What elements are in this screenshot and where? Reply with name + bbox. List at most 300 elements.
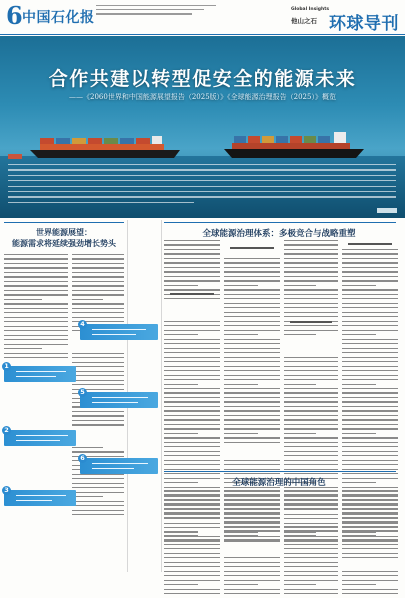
section-subtitle-en: Global Insights: [291, 7, 330, 12]
text-line: [342, 388, 398, 389]
text-line: [164, 499, 220, 500]
text-line: [164, 343, 220, 344]
text-line: [224, 557, 280, 558]
text-line: [164, 503, 220, 504]
text-line: [72, 303, 124, 304]
text-line: [164, 280, 220, 281]
text-line: [164, 437, 220, 438]
text-line: [284, 469, 338, 470]
text-line: [4, 339, 68, 340]
text-line: [284, 437, 338, 438]
text-line: [164, 410, 220, 411]
text-line: [284, 307, 338, 308]
text-line: [342, 460, 398, 461]
text-line: [72, 294, 124, 295]
text-line: [164, 593, 220, 594]
text-line: [224, 593, 280, 594]
article-area: [0, 220, 405, 572]
text-line: [4, 299, 42, 300]
text-line: [164, 494, 220, 495]
text-line: [164, 348, 220, 349]
text-line: [164, 271, 220, 272]
article-title-line: 能源需求将延续强劲增长势头: [12, 238, 116, 248]
text-line: [72, 380, 124, 381]
text-line: [72, 366, 124, 367]
text-line: [342, 535, 376, 536]
text-line: [224, 276, 280, 277]
text-line: [224, 460, 280, 461]
text-line: [284, 397, 338, 398]
text-line: [224, 267, 280, 268]
text-line: [224, 289, 280, 290]
text-line: [224, 589, 280, 590]
text-line: [342, 379, 398, 380]
text-line: [342, 312, 398, 313]
article-title: 全球能源治理的中国角色: [232, 478, 326, 488]
text-line: [342, 464, 398, 465]
text-line: [224, 428, 280, 429]
text-line: [164, 267, 220, 268]
article-body: [164, 490, 220, 598]
text-line: [284, 544, 338, 545]
text-line: [284, 460, 338, 461]
text-line: [224, 580, 280, 581]
text-line: [342, 544, 398, 545]
text-line: [4, 326, 68, 327]
text-line: [342, 584, 376, 585]
text-line: [284, 410, 338, 411]
text-line: [342, 428, 398, 429]
text-line: [284, 253, 338, 254]
text-line: [342, 366, 398, 367]
text-line: [164, 517, 220, 518]
text-line: [164, 535, 198, 536]
text-line: [284, 357, 338, 358]
text-line: [4, 348, 42, 349]
text-line: [342, 499, 398, 500]
text-line: [72, 447, 103, 448]
text-line: [342, 303, 398, 304]
text-line: [342, 539, 398, 540]
text-line: [224, 406, 280, 407]
text-line: [342, 451, 398, 452]
headline: 合作共建以转型促安全的能源未来: [48, 68, 357, 90]
text-line: [72, 281, 124, 282]
text-line: [284, 375, 338, 376]
text-line: [164, 285, 198, 286]
text-line: [72, 411, 124, 412]
text-line: [342, 433, 376, 434]
article-body: [342, 490, 398, 598]
text-line: [284, 451, 338, 452]
text-line: [342, 589, 398, 590]
text-line: [224, 410, 280, 411]
text-line: [342, 512, 398, 513]
text-line: [72, 312, 124, 313]
text-line: [224, 464, 280, 465]
text-line: [284, 249, 338, 250]
title-rule: [164, 222, 396, 223]
callout-box: [4, 430, 76, 446]
text-line: [164, 325, 220, 326]
text-line: [4, 317, 68, 318]
text-line: [342, 469, 398, 470]
text-line: [224, 316, 280, 317]
text-line: [342, 280, 398, 281]
text-line: [72, 496, 103, 497]
text-line: [72, 258, 124, 259]
text-line: [164, 415, 220, 416]
column-divider: [161, 220, 162, 572]
text-line: [164, 384, 198, 385]
text-line: [284, 494, 338, 495]
text-line: [224, 330, 280, 331]
intro-label: [8, 154, 22, 159]
text-line: [342, 334, 376, 335]
text-line: [164, 401, 220, 402]
text-line: [72, 276, 124, 277]
text-line: [164, 388, 220, 389]
text-line: [164, 455, 220, 456]
text-line: [284, 384, 316, 385]
section-title: 环球导刊: [329, 14, 399, 34]
text-line: [224, 437, 280, 438]
text-line: [164, 357, 220, 358]
article-body: [224, 490, 280, 598]
text-line: [164, 508, 220, 509]
text-line: [4, 303, 68, 304]
text-line: [4, 294, 68, 295]
text-line: [4, 353, 68, 354]
text-line: [164, 575, 220, 576]
text-line: [72, 267, 124, 268]
text-line: [224, 366, 280, 367]
callout-number: 2: [2, 426, 11, 435]
text-line: [224, 392, 280, 393]
text-line: [224, 388, 280, 389]
text-line: [164, 379, 220, 380]
text-line: [342, 276, 398, 277]
text-line: [284, 548, 338, 549]
text-line: [284, 593, 338, 594]
text-line: [284, 580, 338, 581]
text-line: [284, 312, 338, 313]
text-line: [224, 361, 280, 362]
text-line: [284, 530, 338, 531]
text-line: [164, 562, 220, 563]
text-line: [4, 330, 68, 331]
text-line: [284, 464, 338, 465]
lead-paragraph: [8, 164, 396, 208]
text-line: [4, 308, 68, 309]
text-line: [164, 249, 220, 250]
text-line: [72, 420, 124, 421]
text-line: [72, 483, 124, 484]
text-line: [164, 253, 220, 254]
text-line: [284, 553, 338, 554]
text-line: [342, 339, 398, 340]
text-line: [284, 294, 338, 295]
text-line: [342, 446, 398, 447]
text-line: [164, 512, 220, 513]
text-line: [342, 321, 398, 322]
callout-number: 3: [2, 486, 11, 495]
text-line: [164, 334, 198, 335]
page-number: 6: [6, 1, 23, 30]
text-line: [164, 460, 220, 461]
text-line: [342, 575, 398, 576]
text-line: [342, 298, 398, 299]
text-line: [342, 285, 376, 286]
text-line: [284, 298, 338, 299]
text-line: [224, 307, 280, 308]
text-line: [284, 330, 338, 331]
text-line: [342, 249, 398, 250]
text-line: [342, 455, 398, 456]
text-line: [224, 530, 280, 531]
text-line: [284, 271, 338, 272]
text-line: [164, 339, 220, 340]
text-line: [342, 557, 398, 558]
text-line: [72, 362, 124, 363]
text-line: [72, 272, 124, 273]
text-line: [342, 415, 398, 416]
text-line: [224, 494, 280, 495]
text-line: [284, 446, 338, 447]
text-line: [342, 392, 398, 393]
text-line: [4, 344, 68, 345]
article-title: 全球能源治理体系：多极竞合与战略重塑: [202, 229, 356, 239]
text-line: [224, 469, 280, 470]
text-line: [284, 379, 338, 380]
text-line: [72, 424, 124, 425]
text-line: [342, 361, 398, 362]
text-line: [224, 490, 280, 491]
text-line: [72, 492, 124, 493]
text-line: [224, 379, 280, 380]
text-line: [284, 499, 338, 500]
text-line: [342, 330, 398, 331]
text-line: [72, 501, 124, 502]
text-line: [164, 580, 220, 581]
text-line: [342, 580, 398, 581]
text-line: [4, 267, 68, 268]
text-line: [164, 330, 220, 331]
text-line: [284, 419, 338, 420]
text-line: [224, 401, 280, 402]
text-line: [284, 325, 338, 326]
text-line: [224, 535, 258, 536]
text-line: [342, 401, 398, 402]
callout-number: 1: [2, 362, 11, 371]
text-line: [164, 539, 220, 540]
text-line: [4, 357, 68, 358]
callout-box: [80, 458, 158, 474]
text-line: [342, 289, 398, 290]
text-line: [342, 473, 398, 474]
text-line: [72, 285, 124, 286]
text-line: [4, 272, 68, 273]
text-line: [224, 352, 280, 353]
text-line: [224, 521, 280, 522]
text-line: [224, 575, 280, 576]
text-line: [284, 589, 338, 590]
text-line: [342, 571, 398, 572]
text-line: [342, 397, 398, 398]
text-line: [284, 258, 338, 259]
section-subhead: [224, 246, 280, 250]
hero-banner: [0, 36, 405, 218]
text-line: [342, 410, 398, 411]
text-line: [72, 510, 124, 511]
text-line: [284, 406, 338, 407]
text-line: [4, 290, 68, 291]
callout-box: [80, 392, 158, 408]
text-line: [164, 392, 220, 393]
text-line: [284, 276, 338, 277]
text-line: [284, 575, 338, 576]
text-line: [4, 285, 68, 286]
text-line: [284, 490, 338, 491]
text-line: [284, 526, 338, 527]
text-line: [342, 352, 398, 353]
article-title-line: 世界能源展望：: [36, 227, 92, 237]
text-line: [164, 553, 220, 554]
text-line: [4, 321, 68, 322]
text-line: [342, 384, 376, 385]
section-subhead: [342, 242, 398, 246]
subheadline: ——《2060世界和中国能源展望报告（2025版）》《全球能源治理报告（2025）》概览: [69, 93, 336, 101]
text-line: [4, 281, 68, 282]
text-line: [164, 419, 220, 420]
text-line: [72, 375, 124, 376]
text-line: [4, 258, 68, 259]
text-line: [342, 307, 398, 308]
text-line: [4, 312, 68, 313]
text-line: [284, 539, 338, 540]
text-line: [284, 401, 338, 402]
text-line: [164, 375, 220, 376]
text-line: [72, 290, 124, 291]
text-line: [164, 464, 220, 465]
text-line: [4, 276, 68, 277]
text-line: [284, 303, 338, 304]
text-line: [342, 424, 398, 425]
text-line: [72, 478, 124, 479]
text-line: [342, 267, 398, 268]
text-line: [164, 321, 220, 322]
text-line: [342, 419, 398, 420]
text-line: [164, 361, 220, 362]
text-line: [284, 557, 338, 558]
text-line: [164, 276, 220, 277]
text-line: [284, 334, 316, 335]
text-line: [284, 316, 338, 317]
callout-box: [4, 490, 76, 506]
text-line: [284, 285, 316, 286]
text-line: [224, 384, 258, 385]
text-line: [284, 289, 338, 290]
text-line: [284, 388, 338, 389]
text-line: [72, 299, 103, 300]
text-line: [284, 424, 338, 425]
text-line: [224, 517, 280, 518]
text-line: [284, 566, 338, 567]
text-line: [224, 258, 280, 259]
text-line: [164, 289, 220, 290]
text-line: [342, 406, 398, 407]
text-line: [342, 437, 398, 438]
text-line: [342, 494, 398, 495]
page-header: [0, 0, 405, 35]
text-line: [284, 262, 338, 263]
text-line: [224, 321, 280, 322]
text-line: [342, 375, 398, 376]
text-line: [224, 312, 280, 313]
container-ship-icon: [30, 136, 190, 158]
text-line: [284, 571, 338, 572]
text-line: [164, 571, 220, 572]
text-line: [342, 294, 398, 295]
text-line: [284, 267, 338, 268]
section-subhead: [164, 292, 220, 296]
text-line: [342, 258, 398, 259]
text-line: [342, 503, 398, 504]
text-line: [224, 397, 280, 398]
text-line: [284, 415, 338, 416]
text-line: [4, 254, 68, 255]
text-line: [342, 271, 398, 272]
text-line: [164, 446, 220, 447]
text-line: [224, 285, 258, 286]
title-rule: [4, 222, 124, 223]
text-line: [224, 271, 280, 272]
article-body: [284, 490, 338, 598]
container-ship-icon: [220, 132, 370, 158]
article-title: [4, 227, 124, 249]
text-line: [224, 343, 280, 344]
callout-number: 6: [78, 454, 87, 463]
text-line: [224, 370, 280, 371]
text-line: [342, 530, 398, 531]
text-line: [164, 548, 220, 549]
text-line: [72, 317, 124, 318]
text-line: [72, 353, 124, 354]
text-line: [224, 503, 280, 504]
text-line: [164, 352, 220, 353]
section-block: [249, 3, 399, 34]
callout-box: [4, 366, 76, 382]
text-line: [72, 384, 124, 385]
text-line: [72, 451, 124, 452]
text-line: [224, 262, 280, 263]
title-rule: [164, 471, 396, 472]
text-line: [284, 240, 338, 241]
text-line: [72, 263, 124, 264]
text-line: [342, 343, 398, 344]
text-line: [224, 294, 280, 295]
text-line: [284, 535, 316, 536]
text-line: [224, 526, 280, 527]
text-line: [164, 298, 220, 299]
text-line: [72, 371, 124, 372]
text-line: [284, 503, 338, 504]
text-line: [284, 584, 316, 585]
paper-name: 中国石化报: [22, 10, 95, 26]
text-line: [284, 562, 338, 563]
text-line: [224, 473, 280, 474]
text-line: [164, 244, 220, 245]
